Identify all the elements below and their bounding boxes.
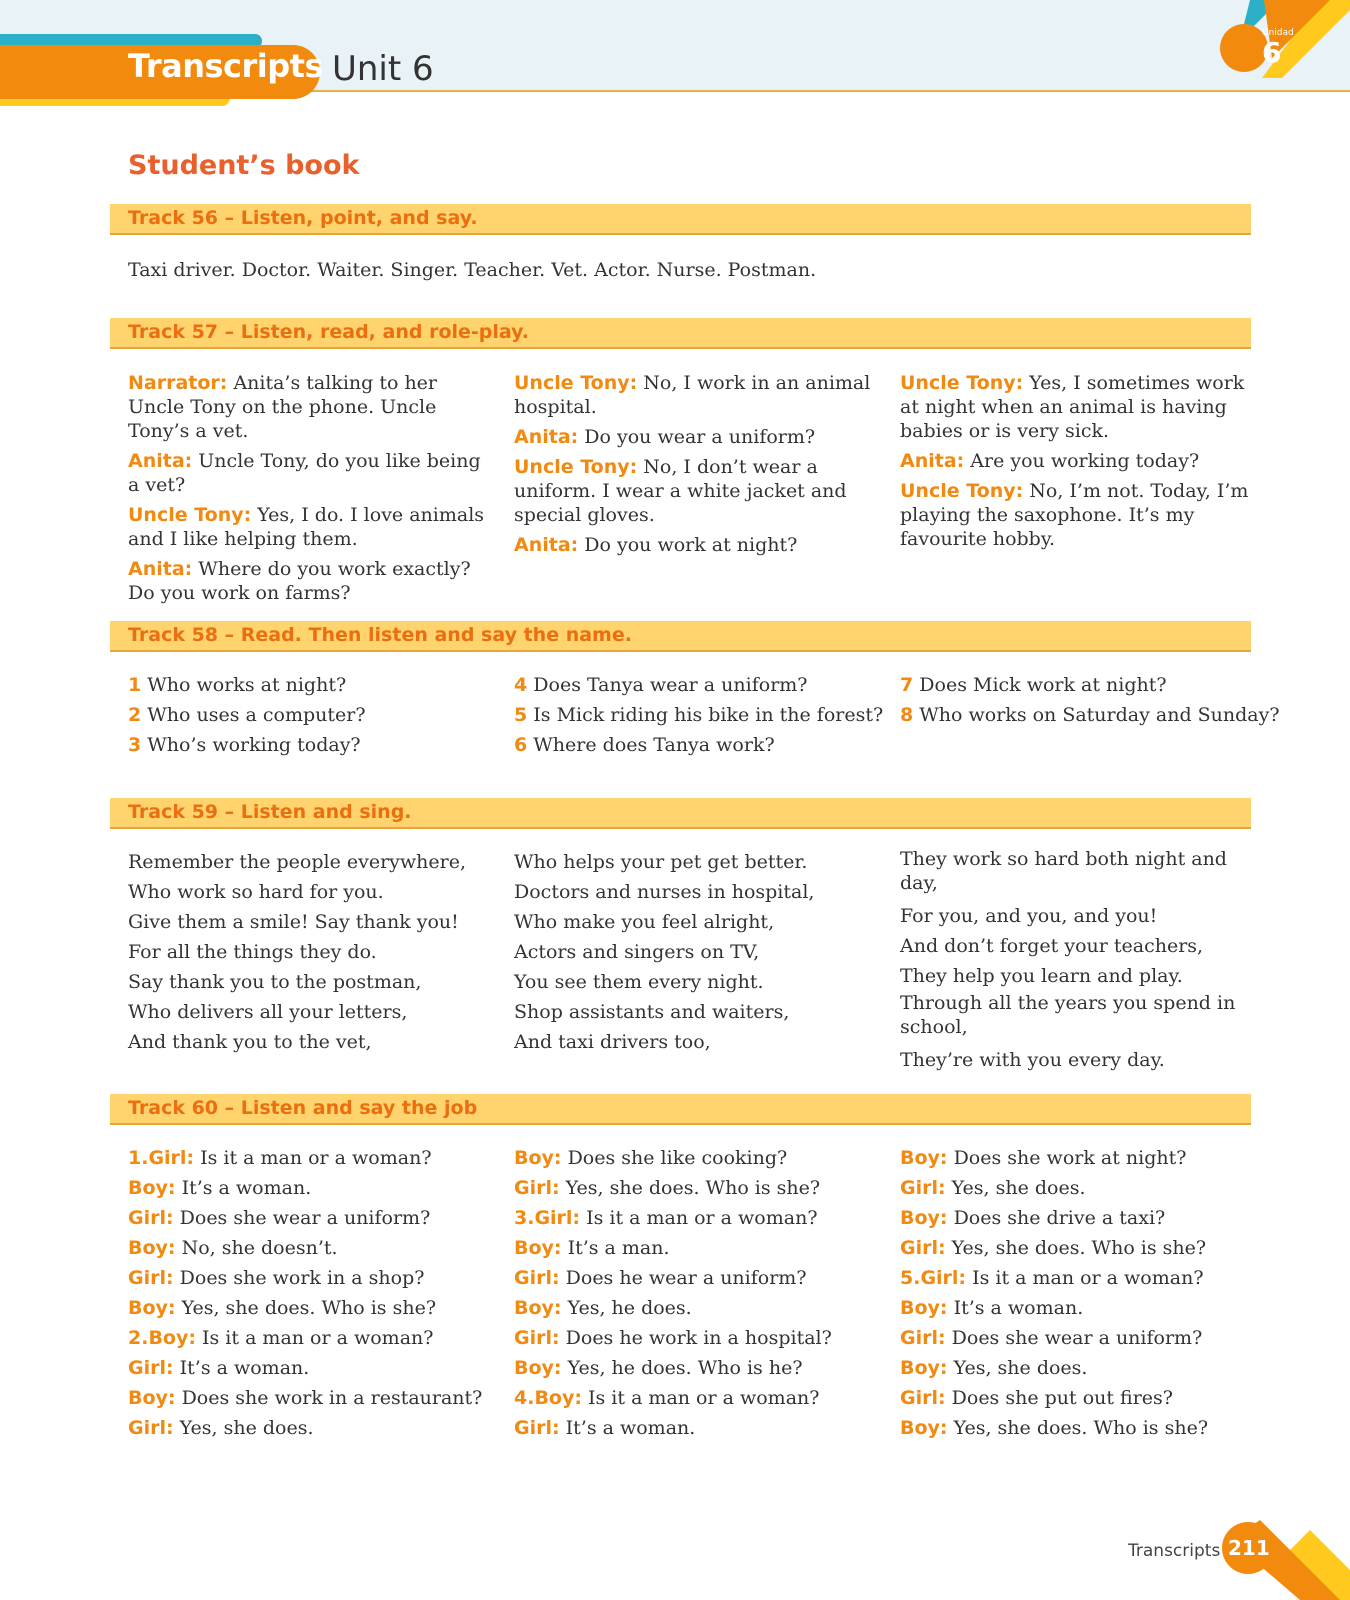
dialogue-line (128, 1143, 486, 1173)
dialogue-text: Yes, I sometimes work at night when an animal is having babies or is very sick. (900, 372, 1245, 442)
dialogue-line (900, 1293, 1258, 1323)
question-text: Who works at night? (147, 674, 347, 696)
question-text: Who’s working today? (147, 734, 361, 756)
dialogue-text: It’s a woman. (181, 1177, 312, 1199)
question-number: 7 (900, 674, 914, 696)
question-number: 3 (128, 734, 142, 756)
question-text: Is Mick riding his bike in the forest? (533, 704, 884, 726)
dialogue-text: Yes, she does. (179, 1417, 314, 1439)
question-number: 2 (128, 704, 142, 726)
question-number: 1 (128, 674, 142, 696)
dialogue-line (514, 1383, 872, 1413)
speaker-name: Girl: (900, 1387, 946, 1409)
track-59-header (110, 798, 1251, 829)
track-58-header (110, 621, 1251, 652)
dialogue-line (128, 1293, 486, 1323)
dialogue-text: Yes, she does. Who is she? (181, 1297, 437, 1319)
dialogue-text: Yes, she does. Who is she? (951, 1237, 1207, 1259)
track-59-label: Track 59 – Listen and sing. (128, 801, 412, 823)
dialogue-text: Anita’s talking to her Uncle Tony on the phone. Uncle Tony’s a vet. (128, 372, 438, 442)
speaker-name: Girl: (514, 1267, 560, 1289)
dialogue-line (900, 1413, 1258, 1443)
speaker-name: Anita: (514, 534, 579, 556)
question-text: Who works on Saturday and Sunday? (919, 704, 1280, 726)
track-60-column-3 (900, 1143, 1258, 1443)
question-number: 8 (900, 704, 914, 726)
track-56-text: Taxi driver. Doctor. Waiter. Singer. Teacher. Vet. Actor. Nurse. Postman. (128, 259, 817, 281)
dialogue-line (900, 479, 1258, 551)
lyric-line: You see them every night. (514, 971, 764, 993)
speaker-name: Boy: (514, 1297, 562, 1319)
dialogue-line (514, 1233, 872, 1263)
speaker-name: Boy: (128, 1177, 176, 1199)
question-item (514, 730, 872, 760)
dialogue-text: It’s a man. (567, 1237, 670, 1259)
speaker-name: Anita: (128, 450, 193, 472)
dialogue-line (128, 503, 486, 551)
dialogue-line (514, 455, 872, 527)
track-58-label: Track 58 – Read. Then listen and say the name. (128, 624, 632, 646)
dialogue-line (128, 1413, 486, 1443)
question-text: Does Tanya wear a uniform? (533, 674, 808, 696)
track-57-column-2 (514, 371, 872, 563)
dialogue-line (514, 1293, 872, 1323)
lyric-line: And taxi drivers too, (514, 1031, 711, 1053)
unit-title: Unit 6 (332, 49, 434, 89)
dialogue-line (514, 533, 872, 557)
track-57-column-3 (900, 371, 1258, 557)
dialogue-text: Is it a man or a woman? (586, 1207, 818, 1229)
speaker-name: Girl: (514, 1327, 560, 1349)
speaker-name: 2.Boy: (128, 1327, 196, 1349)
track-58-column-1 (128, 670, 486, 760)
track-56-label: Track 56 – Listen, point, and say. (128, 207, 478, 229)
track-58-column-2 (514, 670, 884, 760)
lyric-line: Who helps your pet get better. (514, 851, 808, 873)
lyric-line: For you, and you, and you! (900, 905, 1158, 927)
track-57-column-1 (128, 371, 486, 611)
speaker-name: 4.Boy: (514, 1387, 582, 1409)
question-item (128, 670, 486, 700)
dialogue-text: It’s a woman. (953, 1297, 1084, 1319)
lyric-line: Doctors and nurses in hospital, (514, 881, 815, 903)
dialogue-text: Does he work in a hospital? (565, 1327, 832, 1349)
dialogue-text: Does she work at night? (953, 1147, 1187, 1169)
dialogue-text: No, I’m not. Today, I’m playing the saxophone. It’s my favourite hobby. (900, 480, 1249, 550)
unit-badge-label: Unidad (1262, 28, 1294, 38)
track-60-header (110, 1094, 1251, 1125)
lyric-line: Who work so hard for you. (128, 881, 384, 903)
dialogue-text: Is it a man or a woman? (972, 1267, 1204, 1289)
dialogue-line (900, 1143, 1258, 1173)
page-title: Transcripts (128, 47, 323, 85)
dialogue-line (900, 1203, 1258, 1233)
speaker-name: Girl: (128, 1417, 174, 1439)
dialogue-text: Is it a man or a woman? (202, 1327, 434, 1349)
speaker-name: Boy: (900, 1147, 948, 1169)
speaker-name: Narrator: (128, 372, 228, 394)
dialogue-text: Do you work at night? (584, 534, 798, 556)
dialogue-line (514, 1353, 872, 1383)
speaker-name: Boy: (514, 1147, 562, 1169)
dialogue-text: Do you wear a uniform? (584, 426, 816, 448)
dialogue-text: Uncle Tony, do you like being a vet? (128, 450, 481, 496)
lyric-line: Who make you feel alright, (514, 911, 775, 933)
speaker-name: Girl: (900, 1177, 946, 1199)
footer-page-decoration (1200, 1500, 1350, 1600)
dialogue-text: No, she doesn’t. (181, 1237, 338, 1259)
page-number: 211 (1228, 1536, 1270, 1560)
unit-badge-decoration (1220, 0, 1350, 80)
speaker-name: Girl: (128, 1357, 174, 1379)
lyric-line: Say thank you to the postman, (128, 971, 422, 993)
dialogue-text: Yes, she does. (953, 1357, 1088, 1379)
dialogue-line (514, 1263, 872, 1293)
track-56-header (110, 204, 1251, 235)
speaker-name: Anita: (900, 450, 965, 472)
speaker-name: 5.Girl: (900, 1267, 967, 1289)
speaker-name: Uncle Tony: (128, 504, 252, 526)
speaker-name: Uncle Tony: (900, 480, 1024, 502)
dialogue-line (900, 1233, 1258, 1263)
speaker-name: Anita: (514, 426, 579, 448)
dialogue-line (128, 1383, 486, 1413)
dialogue-text: Yes, he does. (567, 1297, 692, 1319)
lyric-line: Shop assistants and waiters, (514, 1001, 790, 1023)
dialogue-text: Does she wear a uniform? (951, 1327, 1203, 1349)
speaker-name: Boy: (514, 1357, 562, 1379)
lyric-line: Actors and singers on TV, (514, 941, 760, 963)
speaker-name: Boy: (900, 1297, 948, 1319)
lyric-line: They help you learn and play. (900, 965, 1183, 987)
dialogue-text: Is it a man or a woman? (200, 1147, 432, 1169)
track-60-column-2 (514, 1143, 872, 1443)
dialogue-text: Is it a man or a woman? (588, 1387, 820, 1409)
speaker-name: 1.Girl: (128, 1147, 195, 1169)
dialogue-line (128, 371, 486, 443)
dialogue-line (514, 1413, 872, 1443)
dialogue-line (514, 425, 872, 449)
dialogue-text: Are you working today? (970, 450, 1200, 472)
question-item (514, 700, 884, 730)
speaker-name: Anita: (128, 558, 193, 580)
speaker-name: Boy: (128, 1387, 176, 1409)
dialogue-line (514, 1173, 872, 1203)
speaker-name: Girl: (514, 1177, 560, 1199)
track-59-column-2 (514, 847, 872, 1057)
dialogue-line (514, 1323, 872, 1353)
dialogue-line (128, 449, 486, 497)
speaker-name: Uncle Tony: (900, 372, 1024, 394)
dialogue-line (128, 1263, 486, 1293)
track-58-column-3 (900, 670, 1280, 730)
question-item (514, 670, 872, 700)
track-59-column-3 (900, 847, 1260, 1075)
lyric-line: And thank you to the vet, (128, 1031, 372, 1053)
speaker-name: Boy: (514, 1237, 562, 1259)
speaker-name: Girl: (900, 1327, 946, 1349)
speaker-name: Boy: (128, 1297, 176, 1319)
question-number: 5 (514, 704, 528, 726)
question-item (128, 730, 486, 760)
question-number: 6 (514, 734, 528, 756)
dialogue-text: Does he wear a uniform? (565, 1267, 807, 1289)
speaker-name: Boy: (900, 1417, 948, 1439)
lyric-line: They work so hard both night and day, (900, 848, 1227, 894)
dialogue-line (514, 1203, 872, 1233)
unit-badge-number: 6 (1262, 36, 1282, 69)
dialogue-text: It’s a woman. (565, 1417, 696, 1439)
dialogue-line (900, 1263, 1258, 1293)
dialogue-line (900, 449, 1258, 473)
track-60-column-1 (128, 1143, 486, 1443)
dialogue-text: Does she work in a restaurant? (181, 1387, 483, 1409)
dialogue-text: Yes, she does. Who is she? (953, 1417, 1209, 1439)
question-item (900, 700, 1280, 730)
track-57-label: Track 57 – Listen, read, and role-play. (128, 321, 529, 343)
dialogue-text: No, I don’t wear a uniform. I wear a white jacket and special gloves. (514, 456, 847, 526)
dialogue-text: Yes, I do. I love animals and I like helping them. (128, 504, 485, 550)
track-60-label: Track 60 – Listen and say the job (128, 1097, 478, 1119)
footer-label: Transcripts (1128, 1541, 1221, 1561)
dialogue-line (514, 1143, 872, 1173)
dialogue-line (128, 1353, 486, 1383)
dialogue-text: Yes, she does. Who is she? (565, 1177, 821, 1199)
dialogue-text: No, I work in an animal hospital. (514, 372, 871, 418)
dialogue-line (128, 1173, 486, 1203)
dialogue-line (128, 557, 486, 605)
lyric-line: Through all the years you spend in school, (900, 992, 1236, 1038)
lyric-line: Give them a smile! Say thank you! (128, 911, 459, 933)
speaker-name: Boy: (128, 1237, 176, 1259)
dialogue-line (128, 1233, 486, 1263)
dialogue-text: Does she like cooking? (567, 1147, 788, 1169)
dialogue-text: Does she work in a shop? (179, 1267, 425, 1289)
question-text: Where does Tanya work? (533, 734, 775, 756)
speaker-name: Girl: (128, 1207, 174, 1229)
question-item (900, 670, 1258, 700)
speaker-name: Girl: (128, 1267, 174, 1289)
speaker-name: Girl: (900, 1237, 946, 1259)
speaker-name: Boy: (900, 1357, 948, 1379)
track-59-column-1 (128, 847, 486, 1057)
dialogue-line (900, 371, 1258, 443)
speaker-name: Uncle Tony: (514, 456, 638, 478)
dialogue-line (128, 1203, 486, 1233)
dialogue-text: Yes, he does. Who is he? (567, 1357, 803, 1379)
speaker-name: 3.Girl: (514, 1207, 581, 1229)
dialogue-text: Does she put out fires? (951, 1387, 1173, 1409)
dialogue-text: Does she wear a uniform? (179, 1207, 431, 1229)
dialogue-line (900, 1173, 1258, 1203)
dialogue-line (900, 1353, 1258, 1383)
section-title: Student’s book (128, 150, 360, 181)
lyric-line: Remember the people everywhere, (128, 851, 467, 873)
dialogue-line (128, 1323, 486, 1353)
question-item (128, 700, 486, 730)
dialogue-line (514, 371, 872, 419)
lyric-line: Who delivers all your letters, (128, 1001, 408, 1023)
lyric-line: They’re with you every day. (900, 1049, 1165, 1071)
speaker-name: Boy: (900, 1207, 948, 1229)
question-text: Who uses a computer? (147, 704, 366, 726)
track-57-header (110, 318, 1251, 349)
speaker-name: Girl: (514, 1417, 560, 1439)
dialogue-text: Does she drive a taxi? (953, 1207, 1166, 1229)
lyric-line: And don’t forget your teachers, (900, 935, 1204, 957)
speaker-name: Uncle Tony: (514, 372, 638, 394)
dialogue-text: Where do you work exactly? Do you work on farms? (128, 558, 471, 604)
dialogue-text: Yes, she does. (951, 1177, 1086, 1199)
dialogue-line (900, 1323, 1258, 1353)
lyric-line: For all the things they do. (128, 941, 377, 963)
dialogue-line (900, 1383, 1258, 1413)
dialogue-text: It’s a woman. (179, 1357, 310, 1379)
question-number: 4 (514, 674, 528, 696)
question-text: Does Mick work at night? (919, 674, 1167, 696)
